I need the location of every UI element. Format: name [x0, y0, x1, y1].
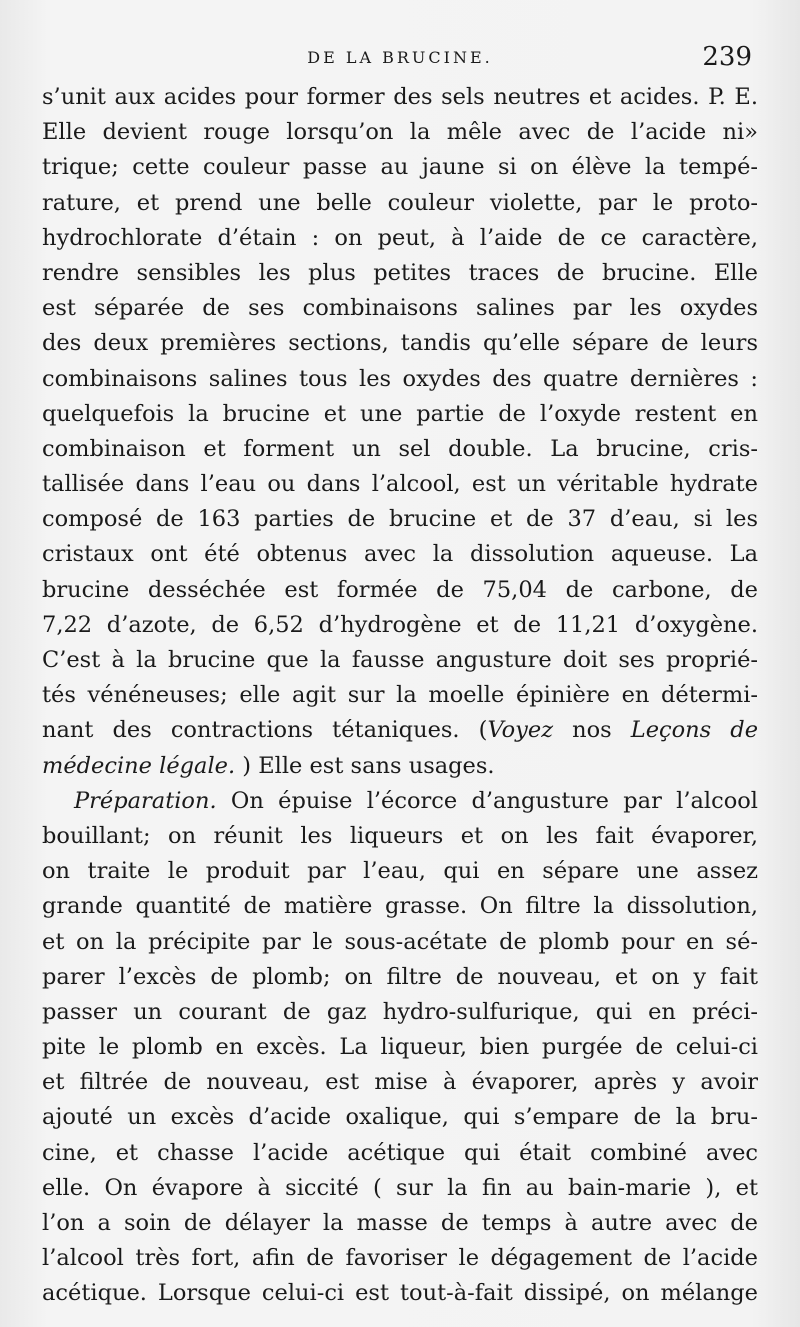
text-span: cine, et chasse l’acide acétique qui était combiné avec: [42, 1139, 758, 1166]
text-span: elle. On évapore à siccité ( sur la fin au bain-marie ), et: [42, 1174, 758, 1201]
text-span: cristaux ont été obtenus avec la dissolution aqueuse. La: [42, 541, 758, 568]
text-span: trique; cette couleur passe au jaune si on élève la tempé-: [42, 154, 758, 181]
text-line: [42, 467, 758, 502]
text-line: [42, 502, 758, 537]
text-line: [42, 326, 758, 361]
text-span: l’on a soin de délayer la masse de temps à autre avec de: [42, 1210, 758, 1236]
text-line: [42, 115, 758, 150]
text-span: brucine desséchée est formée de 75,04 de carbone, de: [42, 576, 758, 603]
text-line: [42, 889, 758, 924]
text-span: grande quantité de matière grasse. On filtre la dissolution,: [42, 893, 758, 920]
text-span: ) Elle est sans usages.: [235, 752, 495, 779]
text-line: [42, 1276, 758, 1311]
text-span: s’unit aux acides pour former des sels neutres et acides. P. E.: [42, 84, 758, 110]
text-line: [42, 749, 758, 784]
text-line: [42, 432, 758, 467]
text-line: [42, 80, 758, 115]
text-span: nos: [553, 717, 631, 744]
text-span: est séparée de ses combinaisons salines par les oxydes: [42, 295, 758, 322]
italic-span: Préparation.: [74, 787, 217, 814]
text-line: [42, 854, 758, 889]
text-line: [42, 713, 758, 748]
text-line: [42, 397, 758, 432]
text-span: nant des contractions tétaniques. (: [42, 717, 488, 744]
text-span: tallisée dans l’eau ou dans l’alcool, est un véritable hydrate: [42, 471, 758, 498]
text-line: [42, 1241, 758, 1276]
text-span: 7,22 d’azote, de 6,52 d’hydrogène et de 11,21 d’oxygène.: [42, 611, 758, 638]
page-number: 239: [702, 42, 752, 72]
text-line: [42, 362, 758, 397]
text-line: [42, 186, 758, 221]
text-line: [42, 1100, 758, 1135]
text-line: [42, 819, 758, 854]
text-span: pite le plomb en excès. La liqueur, bien purgée de celui-ci: [42, 1034, 758, 1061]
text-line: [42, 678, 758, 713]
text-line: [42, 784, 758, 819]
text-line: [42, 291, 758, 326]
text-line: [42, 150, 758, 185]
text-span: rendre sensibles les plus petites traces de brucine. Elle: [42, 259, 758, 286]
text-span: quelquefois la brucine et une partie de l’oxyde restent en: [42, 400, 758, 427]
text-span: et on la précipite par le sous-acétate de plomb pour en sé-: [42, 928, 758, 955]
running-head: DE LA BRUCINE.: [307, 48, 493, 67]
text-span: des deux premières sections, tandis qu’elle sépare de leurs: [42, 330, 758, 357]
text-line: [42, 925, 758, 960]
text-line: [42, 221, 758, 256]
text-span: hydrochlorate d’étain : on peut, à l’aide de ce caractère,: [42, 224, 758, 251]
text-span: l’alcool très fort, afin de favoriser le dégagement de l’acide: [42, 1245, 758, 1272]
text-line: [42, 1136, 758, 1171]
text-span: acétique. Lorsque celui-ci est tout-à-fait dissipé, on mélange: [42, 1280, 758, 1307]
text-line: [42, 1065, 758, 1100]
body-text: [42, 80, 758, 1312]
text-span: rature, et prend une belle couleur violette, par le proto-: [42, 189, 758, 216]
text-span: bouillant; on réunit les liqueurs et on les fait évaporer,: [42, 822, 758, 849]
text-span: ajouté un excès d’acide oxalique, qui s’empare de la bru-: [42, 1104, 758, 1131]
text-line: [42, 573, 758, 608]
italic-span: Leçons de: [630, 717, 758, 744]
italic-span: médecine légale.: [42, 752, 236, 779]
italic-span: Voyez: [487, 717, 554, 744]
text-line: [42, 995, 758, 1030]
text-line: [42, 960, 758, 995]
page-header: [42, 42, 758, 82]
text-line: [42, 643, 758, 678]
text-line: [42, 1030, 758, 1065]
text-span: tés vénéneuses; elle agit sur la moelle épinière en détermi-: [42, 682, 758, 709]
text-span: combinaison et forment un sel double. La brucine, cris-: [42, 435, 758, 462]
text-span: C’est à la brucine que la fausse angusture doit ses proprié-: [42, 647, 758, 673]
text-line: [42, 256, 758, 291]
text-span: on traite le produit par l’eau, qui en sépare une assez: [42, 858, 758, 885]
text-line: [42, 608, 758, 643]
text-span: composé de 163 parties de brucine et de 37 d’eau, si les: [42, 506, 758, 533]
text-line: [42, 1206, 758, 1241]
text-span: passer un courant de gaz hydro-sulfurique, qui en préci-: [42, 998, 758, 1025]
text-span: parer l’excès de plomb; on filtre de nouveau, et on y fait: [42, 963, 758, 990]
text-span: combinaisons salines tous les oxydes des quatre dernières :: [42, 365, 758, 392]
text-span: Elle devient rouge lorsqu’on la mêle avec de l’acide ni»: [42, 119, 758, 146]
text-span: et filtrée de nouveau, est mise à évaporer, après y avoir: [42, 1069, 758, 1096]
text-span: On épuise l’écorce d’angusture par l’alcool: [216, 787, 758, 814]
text-line: [42, 537, 758, 572]
text-line: [42, 1171, 758, 1206]
